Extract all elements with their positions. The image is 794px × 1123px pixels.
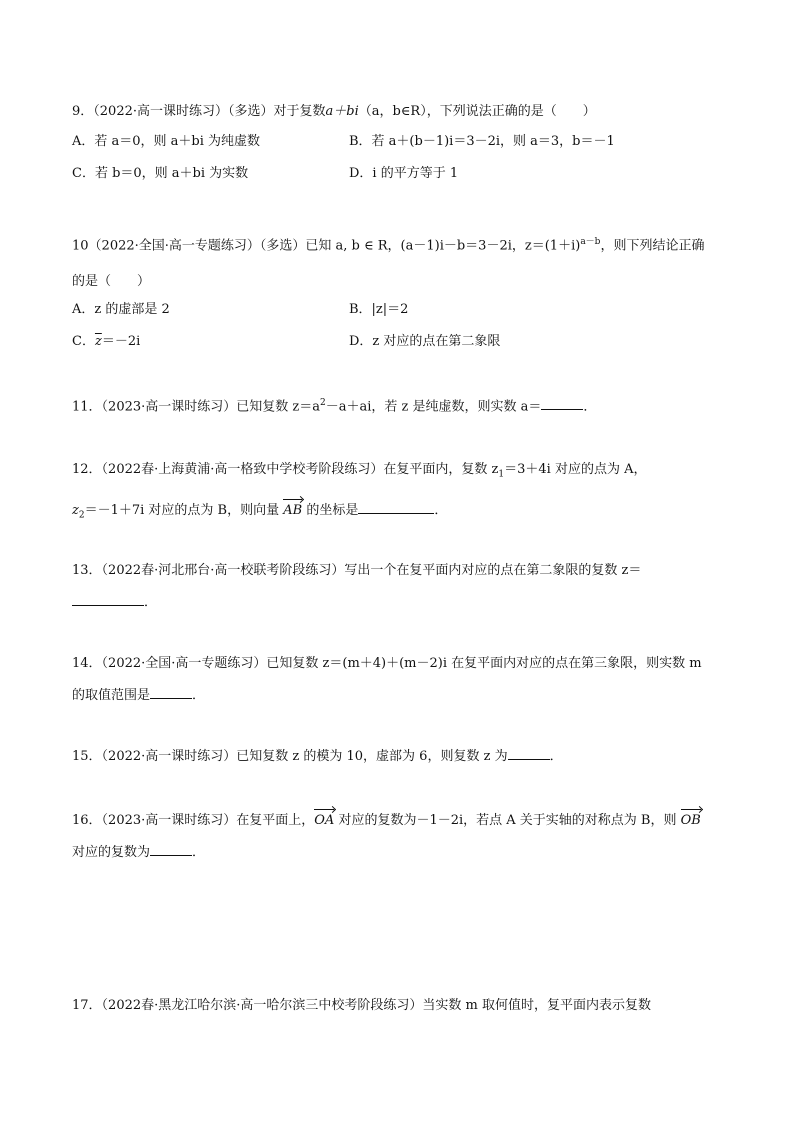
- question-10-stem-cont: 的是（ ）: [72, 274, 151, 290]
- question-14: 14．（2022·全国·高一专题练习）已知复数 z＝(m＋4)＋(m－2)i 在复平面内对应的点在第三象限，则实数 m 的取值范围是 ．: [72, 656, 702, 703]
- question-12: 12．（2022春·上海黄浦·高一格致中学校考阶段练习）在复平面内，复数 $z_1=3+4i$ 对应的点为 A， $z_2=-1+7i$ 对应的点为 B，则向量 AB 的坐标是 ．: [72, 462, 647, 521]
- option-b: B．|z|＝2: [349, 302, 409, 318]
- answer-blank[interactable]: [72, 593, 144, 606]
- question-13: 13．（2022春·河北邢台·高一校联考阶段练习）写出一个在复平面内对应的点在第二象限的复数 z＝ ．: [72, 563, 642, 610]
- vector-ob: OB: [681, 811, 701, 831]
- option-c: C．$\overline{z}=-2i$: [72, 334, 141, 350]
- option-b: B．若 a＋(b－1)i＝3－2i，则 a＝3，b＝－1: [349, 134, 615, 149]
- answer-blank[interactable]: [508, 747, 550, 760]
- option-d: D．i 的平方等于 1: [349, 166, 459, 181]
- question-15: 15．（2022·高一课时练习）已知复数 z 的模为 10，虚部为 6，则复数 z 为 ．: [72, 749, 563, 764]
- answer-blank[interactable]: [150, 843, 192, 856]
- answer-blank[interactable]: [150, 686, 192, 699]
- question-9: [72, 102, 724, 184]
- answer-blank[interactable]: [358, 501, 434, 514]
- vector-ab: AB: [283, 501, 302, 521]
- option-d: D．z 对应的点在第二象限: [349, 334, 501, 350]
- question-11: 11．（2023·高一课时练习）已知复数 $z=a^2-a+ai$，若 z 是纯虚数，则实数 a＝ ．: [72, 398, 597, 415]
- option-a: A．z 的虚部是 2: [72, 302, 170, 318]
- question-16: 16．（2023·高一课时练习）在复平面上，OA 对应的复数为－1－2i，若点 A 关于实轴的对称点为 B，则 OB 对应的复数为 ．: [72, 813, 701, 860]
- question-9-stem: 9．（2022·高一课时练习）（多选）对于复数a＋bi（a，b∈R），下列说法正确的是（ ）: [72, 104, 596, 119]
- question-17: 17．（2022春·黑龙江哈尔滨·高一哈尔滨三中校考阶段练习）当实数 m 取何值时，复平面内表示复数: [72, 998, 651, 1013]
- answer-blank[interactable]: [541, 397, 583, 410]
- vector-oa: OA: [314, 811, 334, 831]
- option-c: C．若 b＝0，则 a＋bi 为实数: [72, 166, 249, 181]
- question-10: [72, 232, 724, 352]
- question-10-stem: 10（2022·全国·高一专题练习）（多选）已知 a, b ∈ R，(a－1)i－b＝3－2i，$z=(1+i)^{a-b}$，则下列结论正确: [72, 237, 705, 254]
- option-a: A．若 a＝0，则 a＋bi 为纯虚数: [72, 134, 261, 149]
